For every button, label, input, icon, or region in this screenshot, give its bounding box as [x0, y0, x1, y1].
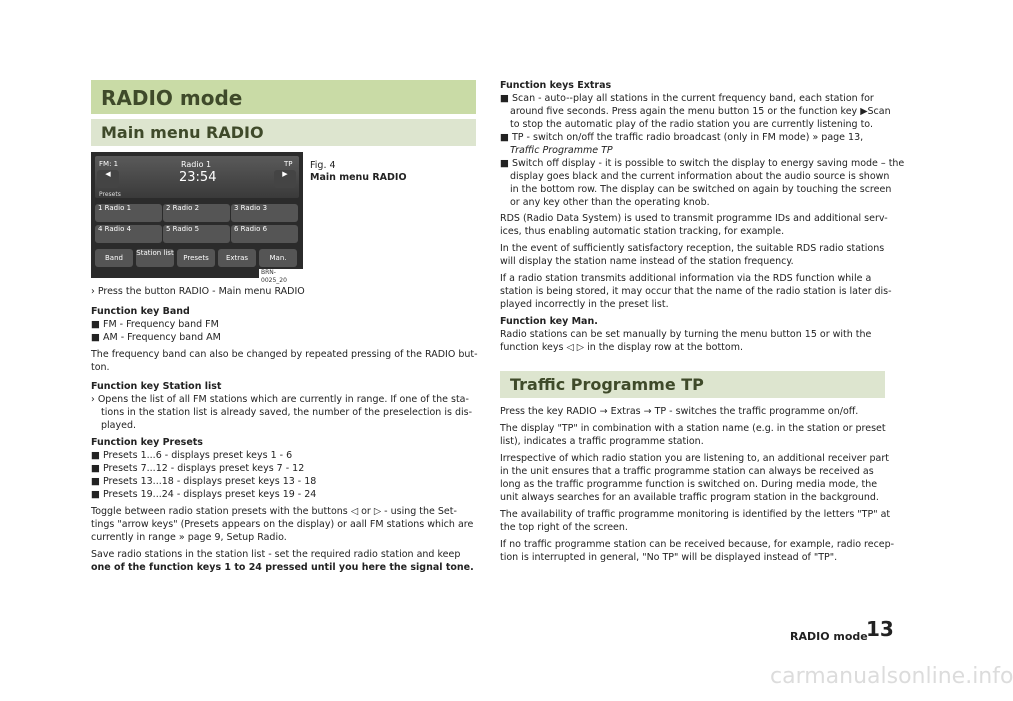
preset-key-6[interactable]: 6 Radio 6 — [231, 225, 298, 243]
right-line-7: ■ Switch off display - it is possible to switch the display to energy saving mode – the — [500, 158, 905, 169]
subsection-title: Main menu RADIO — [101, 123, 264, 142]
left-line-11: Function key Presets — [91, 437, 203, 448]
left-line-20: one of the function keys 1 to 24 pressed until you here the signal tone. — [91, 562, 474, 573]
presets-screen-label: Presets — [99, 191, 121, 198]
station-list-button[interactable]: Station list — [136, 249, 174, 267]
figure-title: Main menu RADIO — [310, 172, 407, 183]
left-line-18: currently in range » page 9, Setup Radio. — [91, 532, 287, 543]
right-line-17: played incorrectly in the preset list. — [500, 299, 669, 310]
section-header — [91, 80, 476, 114]
figure-number: Fig. 4 — [310, 160, 336, 171]
left-line-19: Save radio stations in the station list - set the required radio station and keep — [91, 549, 461, 560]
page-number: 13 — [866, 617, 894, 641]
left-line-9: tions in the station list is already saved, the number of the preselection is dis- — [101, 407, 472, 418]
right-line-16: station is being stored, it may occur that the name of the radio station is later dis- — [500, 286, 892, 297]
tp-label: TP — [284, 160, 293, 168]
right-line-19: Radio stations can be set manually by turning the menu button 15 or with the — [500, 329, 872, 340]
band-label: FM: 1 — [99, 160, 119, 168]
left-line-15: ■ Presets 19...24 - displays preset keys 19 - 24 — [91, 489, 317, 500]
right-line-25: in the unit ensures that a traffic programme station can always be received as — [500, 466, 874, 477]
right-line-14: will display the station name instead of the station frequency. — [500, 256, 794, 267]
station-label: Radio 1 — [181, 160, 212, 169]
right-line-20: function keys ◁ ▷ in the display row at the bottom. — [500, 342, 743, 353]
right-line-4: to stop the automatic play of the radio station you are currently listening to. — [510, 119, 873, 130]
right-line-23: list), indicates a traffic programme station. — [500, 436, 704, 447]
presets-button[interactable]: Presets — [177, 249, 215, 267]
left-line-17: tings "arrow keys" (Presets appears on the display) or aall FM stations which are — [91, 519, 474, 530]
right-line-11: RDS (Radio Data System) is used to transmit programme IDs and additional serv- — [500, 213, 888, 224]
preset-key-1[interactable]: 1 Radio 1 — [95, 204, 162, 222]
watermark: carmanualsonline.info — [770, 664, 1013, 689]
footer-section-label: RADIO mode — [790, 630, 868, 643]
subsection-header — [91, 119, 476, 146]
preset-key-4[interactable]: 4 Radio 4 — [95, 225, 162, 243]
right-line-15: If a radio station transmits additional information via the RDS function while a — [500, 273, 872, 284]
left-line-5: The frequency band can also be changed by repeated pressing of the RADIO but- — [91, 349, 478, 360]
left-line-7: Function key Station list — [91, 381, 222, 392]
left-line-13: ■ Presets 7...12 - displays preset keys 7 - 12 — [91, 463, 305, 474]
right-line-1: Function keys Extras — [500, 80, 612, 91]
tp-section-header — [500, 371, 885, 398]
right-line-31: tion is interrupted in general, "No TP" will be displayed instead of "TP". — [500, 552, 838, 563]
extras-button[interactable]: Extras — [218, 249, 256, 267]
left-line-1: › Press the button RADIO - Main menu RADIO — [91, 286, 305, 297]
preset-key-5[interactable]: 5 Radio 5 — [163, 225, 230, 243]
left-line-4: ■ AM - Frequency band AM — [91, 332, 221, 343]
right-line-12: ices, thus enabling automatic station tracking, for example. — [500, 226, 785, 237]
left-line-3: ■ FM - Frequency band FM — [91, 319, 219, 330]
left-line-2: Function key Band — [91, 306, 190, 317]
radio-figure — [91, 152, 303, 284]
left-line-16: Toggle between radio station presets with the buttons ◁ or ▷ - using the Set- — [91, 506, 457, 517]
figure-caption — [310, 160, 407, 184]
left-line-10: played. — [101, 420, 137, 431]
right-line-18: Function key Man. — [500, 316, 598, 327]
right-line-29: the top right of the screen. — [500, 522, 628, 533]
figure-code: BRN-0025_20 — [259, 269, 303, 285]
right-line-22: The display "TP" in combination with a station name (e.g. in the station or preset — [500, 423, 886, 434]
right-line-26: long as the traffic programme function is switched on. During media mode, the — [500, 479, 878, 490]
right-line-3: around five seconds. Press again the menu button 15 or the function key ▶Scan — [510, 106, 891, 117]
tp-section-title: Traffic Programme TP — [510, 375, 704, 394]
right-line-10: or any key other than the operating knob. — [510, 197, 710, 208]
time-label: 23:54 — [179, 170, 217, 185]
left-line-6: ton. — [91, 362, 110, 373]
preset-key-2[interactable]: 2 Radio 2 — [163, 204, 230, 222]
right-line-28: The availability of traffic programme monitoring is identified by the letters "TP" at — [500, 509, 891, 520]
prev-arrow-icon[interactable]: ◀ — [97, 170, 119, 188]
band-button[interactable]: Band — [95, 249, 133, 267]
right-line-30: If no traffic programme station can be received because, for example, radio recep- — [500, 539, 895, 550]
right-line-5: ■ TP - switch on/off the traffic radio broadcast (only in FM mode) » page 13, — [500, 132, 864, 143]
right-line-2: ■ Scan - auto--play all stations in the current frequency band, each station for — [500, 93, 874, 104]
right-line-8: display goes black and the current information about the audio source is shown — [510, 171, 890, 182]
left-line-8: › Opens the list of all FM stations which are currently in range. If one of the sta- — [91, 394, 469, 405]
left-line-14: ■ Presets 13...18 - displays preset keys 13 - 18 — [91, 476, 317, 487]
left-line-12: ■ Presets 1...6 - displays preset keys 1 - 6 — [91, 450, 293, 461]
right-line-21: Press the key RADIO → Extras → TP - switches the traffic programme on/off. — [500, 406, 859, 417]
next-arrow-icon[interactable]: ▶ — [274, 170, 296, 188]
right-line-24: Irrespective of which radio station you are listening to, an additional receiver part — [500, 453, 889, 464]
right-line-27: unit always searches for an available traffic program station in the background. — [500, 492, 879, 503]
preset-key-3[interactable]: 3 Radio 3 — [231, 204, 298, 222]
man-button[interactable]: Man. — [259, 249, 297, 267]
right-line-9: in the bottom row. The display can be switched on again by touching the screen — [510, 184, 892, 195]
right-line-13: In the event of sufficiently satisfactory reception, the suitable RDS radio stations — [500, 243, 885, 254]
right-line-6: Traffic Programme TP — [510, 145, 613, 156]
section-title: RADIO mode — [101, 86, 243, 110]
